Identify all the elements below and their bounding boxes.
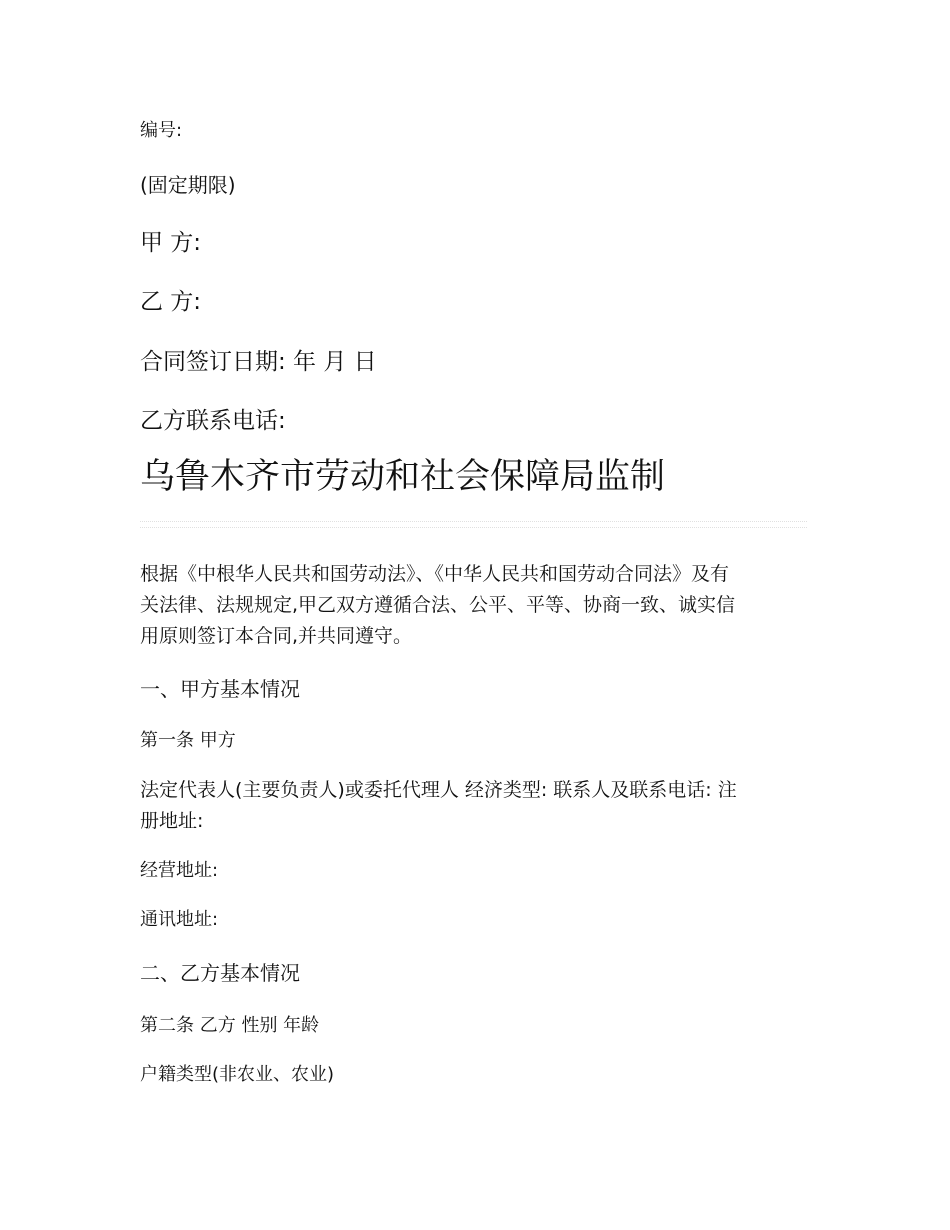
divider-line — [140, 521, 807, 522]
party-a-details — [140, 775, 810, 837]
mailing-address-field: 通讯地址: — [140, 909, 219, 930]
party-b-field: 乙 方: — [140, 289, 202, 315]
preamble-line: 用原则签订本合同,并共同遵守。 — [140, 625, 413, 647]
contract-term-type: (固定期限) — [140, 173, 236, 197]
issuer-title: 乌鲁木齐市劳动和社会保障局监制 — [140, 457, 666, 497]
sign-date-field: 合同签订日期: 年 月 日 — [140, 349, 377, 375]
preamble-line: 根据《中根华人民共和国劳动法》、《中华人民共和国劳动合同法》及有 — [140, 563, 730, 585]
party-a-field: 甲 方: — [140, 230, 202, 256]
party-a-details-line: 册地址: — [140, 810, 204, 832]
party-b-phone-field: 乙方联系电话: — [140, 408, 286, 434]
section-heading-party-b: 二、乙方基本情况 — [140, 961, 300, 985]
party-a-details-line: 法定代表人(主要负责人)或委托代理人 经济类型: 联系人及联系电话: 注 — [140, 779, 737, 801]
household-type-field: 户籍类型(非农业、农业) — [140, 1064, 335, 1085]
section-heading-party-a: 一、甲方基本情况 — [140, 677, 300, 701]
preamble-line: 关法律、法规规定,甲乙双方遵循合法、公平、平等、协商一致、诚实信 — [140, 594, 736, 616]
article-two: 第二条 乙方 性别 年龄 — [140, 1015, 320, 1036]
divider-line — [140, 527, 807, 528]
business-address-field: 经营地址: — [140, 860, 219, 881]
contract-number-label: 编号: — [140, 120, 183, 141]
article-one: 第一条 甲方 — [140, 730, 236, 751]
preamble-paragraph — [140, 559, 810, 652]
